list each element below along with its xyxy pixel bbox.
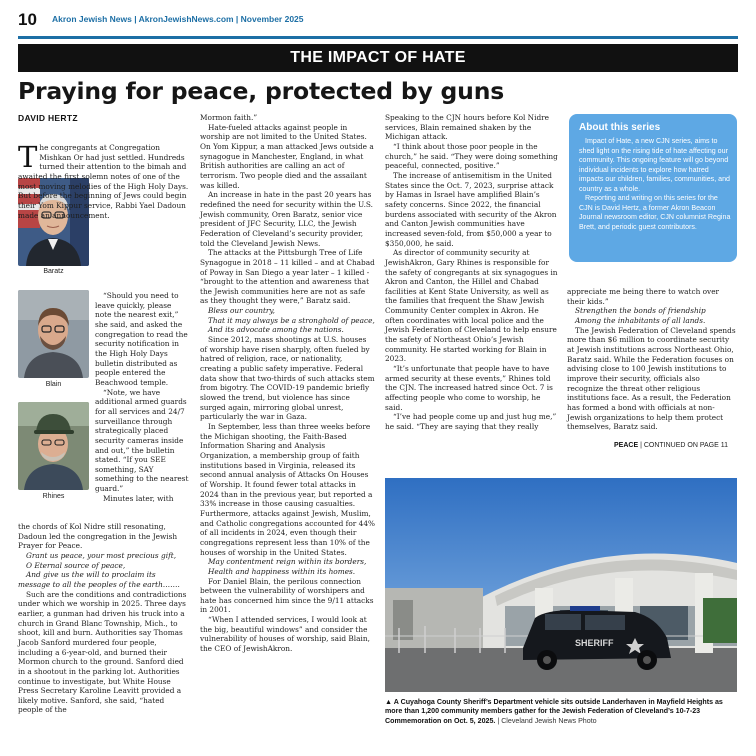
series-sidebar [569,114,737,262]
prayer-line: Among the inhabitants of all lands. [575,315,706,325]
caption-marker: ▲ [385,698,394,706]
article-paragraph: As director of community security at JewishAkron, Gary Rhines is responsible for the safety of congregants at six synagogues in Akron and Canton, the Hillel and Chabad facilities at Kent State University, as well as the families that frequent the Shaw Jewish Community Center complex in Akron. He often coordinates with local police and the Jewish Federation of Cleveland to help ensure the safety of Northeast Ohio’s Jewish community. He started working for Blain in 2023. [385,248,558,364]
sheriff-vehicle-photo [385,478,737,692]
article-paragraph: the chords of Kol Nidre still resonating, Dadoun led the congregation in the Jewish Prayer for Peace. [18,522,178,551]
continuation-keyword: PEACE [614,442,639,449]
prayer-line: Grant us peace, your most precious gift, [26,550,177,560]
article-paragraph: “It’s unfortunate that people have to have armed security at these events,” Rhines told the CJN. The increased hatred since Oct. 7 is affecting people who come to worship, he said. [385,364,553,412]
article-paragraph: An increase in hate in the past 20 years has redefined the need for security within the U.S. Jewish community, Oren Baratz, senior vice president of JFC Security, LLC, the Jewish Federation of Cleveland’s security provider, told the Cleveland Jewish News. [200,190,374,248]
prayer-line: May contentment reign within its borders, [208,557,367,567]
article-column-1-narrow [95,291,190,503]
continuation-text: | CONTINUED ON PAGE 11 [640,442,728,449]
article-paragraph: Since 2012, mass shootings at U.S. houses of worship have risen sharply, often fueled by hatred of religion, race, or nationality, creating a public safety imperative. Federal data show that two-thirds of such attacks stem from bigotry. The COVID-19 pandemic briefly slowed the trend, but violence has since surged again, mirroring global unrest, particularly the war in Gaza. [200,335,375,422]
article-column-4 [567,287,737,432]
publication-line: Akron Jewish News | AkronJewishNews.com | November 2025 [52,14,304,24]
article-paragraph: he congregants at Congregation Mishkan Or had just settled. Hundreds turned their attention to the bimah and awaited the first solemn notes of one of the most moving melodies of the High Holy Days. But before the beginning of Jews could begin their Yom Kippur service, Rabbi Yael Dadoun made an announcement. [18,143,189,220]
article-paragraph: “I think about those poor people in the church,” he said. “They were doing something peaceful, connected, positive.” [385,141,558,171]
page-number: 10 [18,10,37,29]
sheriff-vehicle-label: SHERIFF [575,638,614,648]
article-paragraph: “Note, we have additional armed guards for all services and 24/7 surveillance through strategically placed security cameras inside and out,” the bulletin stated. “If you SEE something, SAY something to the nearest guard.” [95,387,189,494]
article-paragraph: “I’ve had people come up and just hug me,” he said. “They are saying that they really [385,412,557,431]
article-paragraph: “Should you need to leave quickly, please note the nearest exit,” she said, and asked the congregation to read the security notification in the High Holy Days bulletin distributed as people entered the Beachwood temple. [95,291,188,387]
article-paragraph: Such are the conditions and contradictions under which we worship in 2025. Three days earlier, a gunman had driven his truck into a church in Grand Blanc Township, Mich., to shoot, kill and burn. Authorities say Thomas Jacob Sanford murdered four people, including a 6-year-old, and burned their Mormon church to the ground. Sanford died in a shootout in the parking lot. Authorities continue to investigate, but White House Press Secretary Karoline Leavitt provided a likely motive. Sanford, she said, “hated people of the [18,589,187,715]
article-paragraph: The increase of antisemitism in the United States since the Oct. 7, 2023, surprise attack by Hamas in Israel have amplified Blain’s safety concerns. Since 2022, the financial burdens associated with security of the Akron and Canton Jewish communities have increased seven-fold, from $50,000 a year to $350,000, he said. [385,170,557,248]
continuation-line [614,442,728,449]
article-column-3 [385,113,559,432]
article-paragraph: Hate-fueled attacks against people in worship are not limited to the United States. On Yom Kippur, a man attacked Jews outside a synagogue in Manchester, England, in what British authorities are calling an act of terrorism. Two people died and the assailant was killed. [200,122,374,190]
article-paragraph: Speaking to the CJN hours before Kol Nidre services, Blain remained shaken by the Michigan attack. [385,113,550,142]
baratz-caption: Baratz [43,268,64,275]
photo-caption [385,698,737,726]
drop-cap: T [18,140,38,174]
article-paragraph: “When I attended services, I would look at the big, beautiful windows” and consider the vulnerability of houses of worship, said Blain, the CEO of JewishAkron. [200,615,370,654]
rhines-caption: Rhines [42,493,65,500]
prayer-line: That it may always be a stronghold of peace, [208,315,375,325]
caption-text: A Cuyahoga County Sheriff’s Department vehicle sits outside Landerhaven in Mayfield Heights as more than 1,200 community members gather for the Jewish Federation of Cleveland’s 10-7-23 Commemoration on Oct. 5, 2025. [385,698,723,725]
article-paragraph: Minutes later, with [103,493,174,503]
headline: Praying for peace, protected by guns [18,77,505,105]
prayer-line: Bless our country, [208,306,275,316]
article-column-1 [18,140,190,220]
prayer-line: And its advocate among the nations. [208,325,344,335]
rhines-photo [18,402,89,490]
prayer-line: Health and happiness within its homes. [208,566,356,576]
article-paragraph: The attacks at the Pittsburgh Tree of Life Synagogue in 2018 – 11 killed – and at Chabad of Poway in San Diego a year later – 1 killed - “brought to the attention and awareness that the Jewish communities here are not as safe as they thought they were,” Baratz said. [200,248,375,306]
sidebar-paragraph: Reporting and writing on this series for the CJN is David Hertz, a former Akron Beacon Journal newsroom editor, CJN columnist Regina Brett, and periodic guest contributors. [579,194,731,231]
article-paragraph: In September, less than three weeks before the Michigan shooting, the Faith-Based Information Sharing and Analysis Organization, a membership group of faith institutions based in Virginia, released its second annual analysis of Attacks On Houses of Worship. It found fewer total attacks in 2024 than in the previous year, but reported a 33% increase in those causing casualties. Furthermore, attacks against Jewish, Muslim, and Catholic congregations accounted for 44% of all incidents in 2024, even though their congregations represent less than 10% of the houses of worship in the United States. [200,422,375,557]
blain-caption: Blain [45,381,62,388]
byline: DAVID HERTZ [18,113,78,123]
article-paragraph: appreciate me being there to watch over their kids.” [567,287,720,306]
article-paragraph: Mormon faith.” [200,113,258,122]
section-banner: THE IMPACT OF HATE [18,44,738,72]
article-column-2 [200,113,375,654]
sidebar-title: About this series [579,122,661,133]
prayer-line: And give us the will to proclaim its message to all the peoples of the earth……. [18,570,180,589]
article-column-1-wide [18,522,190,715]
sidebar-body [579,137,731,232]
header-rule [18,36,738,39]
article-paragraph: For Daniel Blain, the perilous connection between the vulnerability of worshipers and hate has concerned him since the 9/11 attacks in 2001. [200,576,374,615]
article-paragraph: The Jewish Federation of Cleveland spends more than $6 million to coordinate security at Jewish institutions across Northeast Ohio, Baratz said. While the Federation focuses on advising close to 100 Jewish institutions to improve their security, officials also recognize the threat other religious institutions face. As a result, the Federation has formed a bond with officials at non-Jewish organizations to help them protect themselves, Baratz said. [567,325,736,432]
prayer-line: Strengthen the bonds of friendship [575,306,706,316]
prayer-line: O Eternal source of peace, [26,560,126,570]
photo-credit: | Cleveland Jewish News Photo [497,716,597,725]
sidebar-paragraph: Impact of Hate, a new CJN series, aims to shed light on the rising tide of hate affecting our community. This ongoing feature will go beyond individual incidents to explore how hatred impacts our children, families, communities, and country as a whole. [579,137,730,193]
blain-photo [18,290,89,378]
